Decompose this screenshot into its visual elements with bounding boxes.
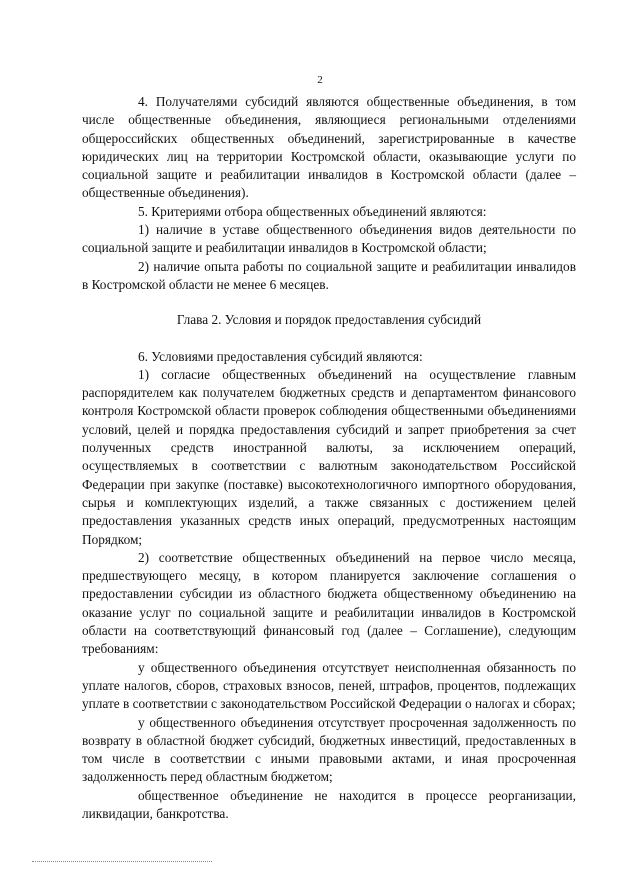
paragraph-conditions: 6. Условиями предоставления субсидий являются: [138,348,423,364]
footer-divider [32,861,212,862]
paragraph-recipients: 4. Получателями субсидий являются общественные объединения, в том числе общественные объединения, являющиеся региональными отделениями общероссийских общественных объединений, зарегистрированные в качестве юридических лиц на территории Костромской области, оказывающие услуги по социальной защите и реабилитации инвалидов в Костромской области (далее – общественные объединения). [82,94,576,201]
chapter-heading: Глава 2. Условия и порядок предоставления субсидий [176,312,482,328]
paragraph-requirement-debt: у общественного объединения отсутствует просроченная задолженность по возврату в областной бюджет субсидий, бюджетных инвестиций, предоставленных в том числе в соответствии с иными правовыми актами, и иная просроченная задолженность перед областным бюджетом; [82,714,576,785]
page-number: 2 [317,74,323,86]
paragraph-criterion-2: 2) наличие опыта работы по социальной защите и реабилитации инвалидов в Костромской области не менее 6 месяцев. [82,258,576,292]
paragraph-requirement-reorganization: общественное объединение не находится в процессе реорганизации, ликвидации, банкротства. [82,787,576,821]
document-body [82,93,576,823]
paragraph-condition-2: 2) соответствие общественных объединений на первое число месяца, предшествующего месяцу, в котором планируется заключение соглашения о предоставлении субсидии из областного бюджета общественному объединению на оказание услуг по социальной защите и реабилитации инвалидов в Костромской области на соответствующий финансовый год (далее – Соглашение), следующим требованиям: [82,549,576,657]
paragraph-criterion-1: 1) наличие в уставе общественного объединения видов деятельности по социальной защите и реабилитации инвалидов в Костромской области; [82,222,576,256]
paragraph-condition-1: 1) согласие общественных объединений на осуществление главным распорядителем как получателем бюджетных средств и департаментом финансового контроля Костромской области проверок соблюдения общественными объединениями условий, целей и порядка предоставления субсидий и запрет приобретения за счет полученных средств иностранной валюты, за исключением операций, осуществляемых в соответствии с валютным законодательством Российской Федерации при закупке (поставке) высокотехнологичного импортного оборудования, сырья и комплектующих изделий, а также связанных с достижением целей предоставления указанных средств иных операций, предусмотренных настоящим Порядком; [82,366,576,547]
paragraph-requirement-taxes: у общественного объединения отсутствует неисполненная обязанность по уплате налогов, сборов, страховых взносов, пеней, штрафов, процентов, подлежащих уплате в соответствии с законодательством Российской Федерации о налогах и сборах; [82,659,576,712]
paragraph-criteria: 5. Критериями отбора общественных объединений являются: [138,203,487,219]
